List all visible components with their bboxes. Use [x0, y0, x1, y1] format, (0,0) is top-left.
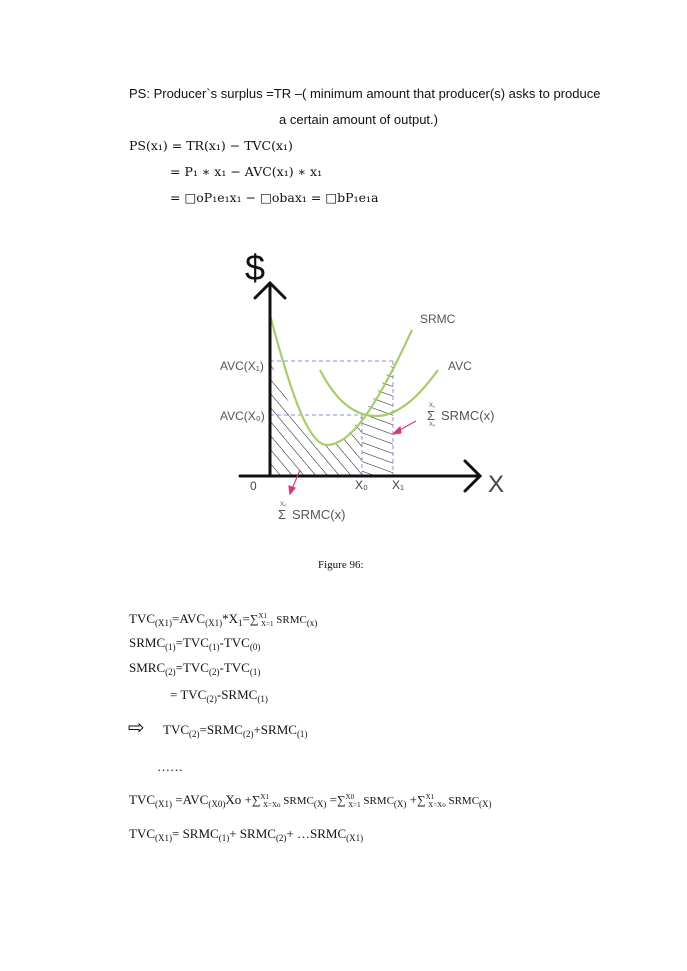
equation-ps-expanded: = P₁ ∗ x₁ − AVC(x₁) ∗ x₁ [170, 164, 323, 179]
equation-tvc-x1-sum-srmc: $TVC_{(X1)}=$ $SRMC_{(1)}+$ $SRMC_{(2)}+$ $\dots SRMC_{(X1)}$ [129, 826, 364, 843]
avc-x1-label: AVC(X₁) [220, 359, 264, 373]
x1-label: X₁ [392, 478, 405, 492]
ps-definition-line-2: a certain amount of output.) [279, 112, 438, 127]
figure-caption: Figure 96: [318, 559, 364, 571]
sum-left-upper: X₀ [280, 502, 287, 508]
y-axis-label: $ [245, 247, 266, 288]
srmc-curve-label: SRMC [420, 312, 456, 326]
x-axis-label: X [488, 471, 505, 498]
hatched-area-left [270, 350, 362, 475]
sum-right-upper: X₁ [429, 403, 436, 409]
equation-tvc2-minus: = $TVC_{(2)}-SRMC_{(1)}$ [170, 687, 268, 704]
sum-right-lower: X₀ [429, 422, 436, 428]
implies-arrow-icon: ⇨ [128, 715, 145, 739]
producer-surplus-chart [200, 240, 520, 530]
equation-smrc-2: $SMRC_{(2)}=TVC_{(2)}-TVC_{(1)}$ [129, 660, 261, 677]
equation-tvc-x1: $TVC_{(X1)}=AVC_{(X1)}*X_1=\sum^{X1}_{X=1}$ $SRMC_{(x)}$ [129, 611, 318, 628]
avc-curve-label: AVC [448, 359, 472, 373]
equation-srmc-1: $SRMC_{(1)}=TVC_{(1)}-TVC_{(0)}$ [129, 635, 261, 652]
avc-x0-label: AVC(X₀) [220, 409, 265, 423]
equation-tvc2-sum: $TVC_{(2)}=SRMC_{(2)}+SRMC_{(1)}$ [163, 722, 308, 739]
sum-right-sigma: Σ [427, 408, 436, 423]
sum-left-label: SRMC(x) [292, 507, 346, 522]
equation-ps: PS(x₁) = TR(x₁) − TVC(x₁) [129, 138, 293, 153]
sum-left-sigma: Σ [278, 507, 287, 522]
sum-right-label: SRMC(x) [441, 408, 495, 423]
origin-label: 0 [250, 479, 257, 493]
continuation-dots: …… [157, 759, 183, 774]
ps-definition-line-1: PS: Producer`s surplus =TR –( minimum amount that producer(s) asks to produce [129, 86, 601, 101]
equation-tvc-x1-decomposed: $TVC_{(X1)} =AVC_{(X0)}Xo +\sum^{X1}_{X=Xo}$ $SRMC_{(X)} =\sum^{X0}_{X=1}$ $SRMC_{(X)} +\sum^{X1}_{X=Xo}$ $SRMC_{(X)}$ [129, 792, 492, 809]
equation-ps-areas: = □oP₁e₁x₁ − □obax₁ = □bP₁e₁a [170, 190, 379, 205]
x0-label: X₀ [355, 478, 368, 492]
